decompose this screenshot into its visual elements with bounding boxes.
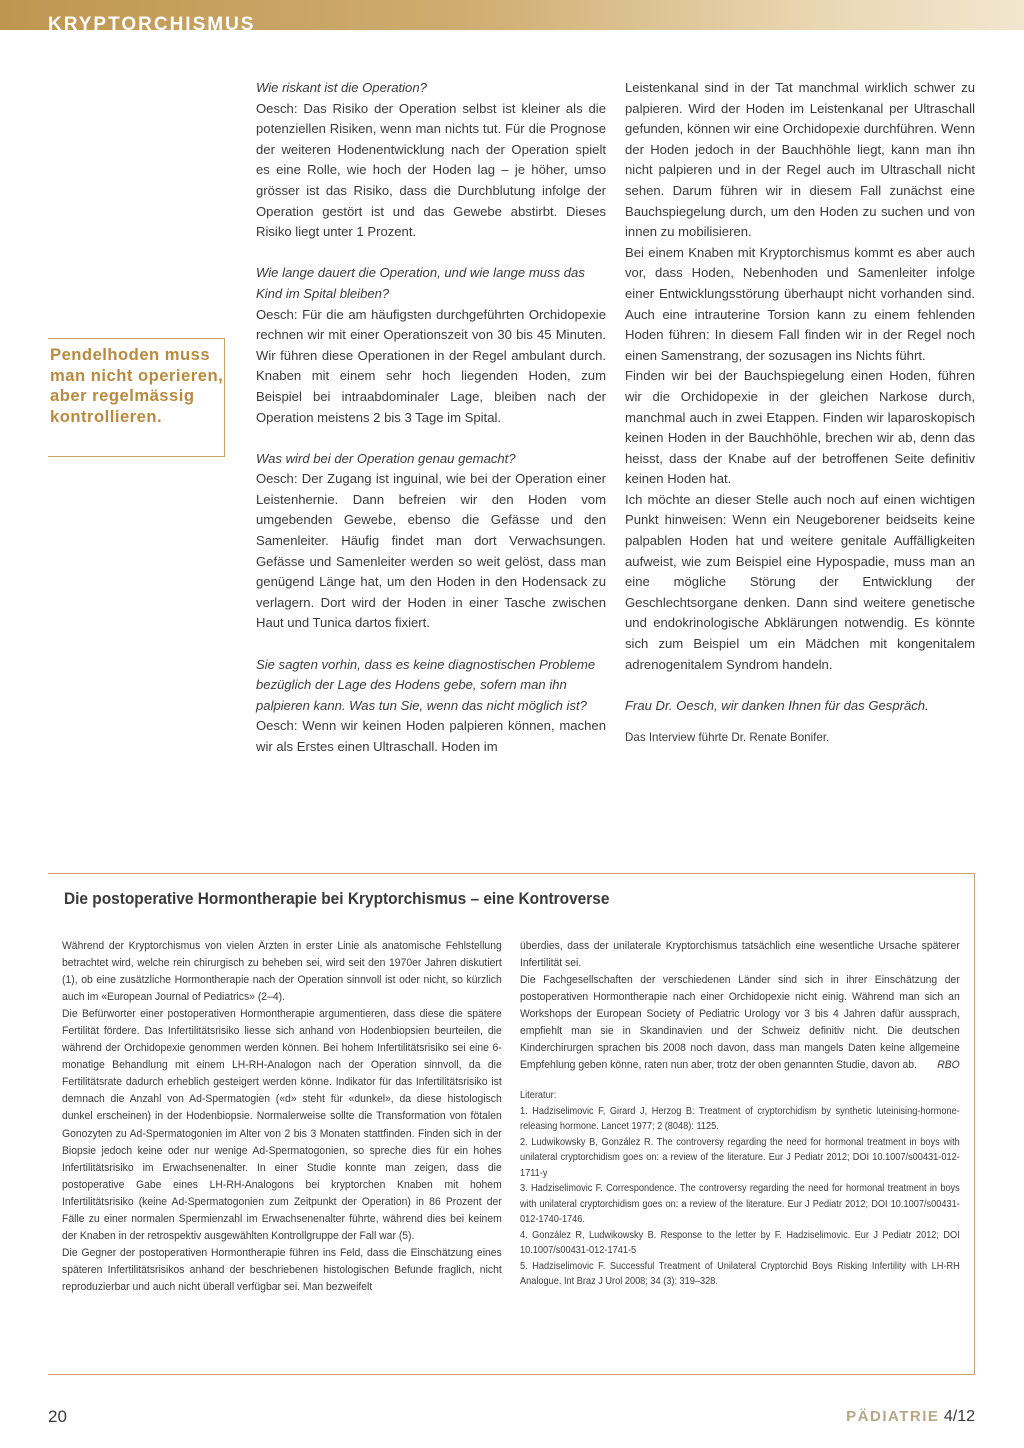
- section-title: KRYPTORCHISMUS: [48, 14, 256, 35]
- interview-column-2: [625, 78, 975, 746]
- answer: [256, 99, 606, 243]
- speaker: Oesch:: [256, 306, 298, 322]
- answer: [256, 305, 606, 429]
- answer-text: Der Zugang ist inguinal, wie bei der Operation einer Leistenhernie. Dann befreien wir den Hoden vom umgebenden Gewebe, ebenso die Gefässe und den Samenleiter. Häufig findet man dort Verwachsungen. Gefässe und Samenleiter werden so weit gelöst, dass man genügend Länge hat, um den Hoden in den Hodensack zu verlagern. Dort wird der Hoden in einer Tasche zwischen Haut und Tunica dartos fixiert.: [256, 471, 606, 631]
- paragraph: Während der Kryptorchismus von vielen Ärzten in erster Linie als anatomische Fehlstellung betrachtet wird, welche rein chirurgisch zu beheben sei, wird seit den 1970er Jahren diskutiert (1), ob eine zusätzliche Hormontherapie nach der Operation sinnvoll ist oder nicht, so kürzlich auch im «European Journal of Pediatrics» (2–4).: [62, 940, 502, 1004]
- page-number: 20: [48, 1407, 67, 1426]
- magazine-footer: [846, 1406, 975, 1428]
- magazine-name: PÄDIATRIE: [846, 1408, 940, 1425]
- answer: [256, 716, 606, 757]
- paragraph: Die Gegner der postoperativen Hormontherapie führen ins Feld, dass die Einschätzung eines späteren Infertilitätsrisikos anhand der beschriebenen histologischen Befunde fraglich, nicht reproduzierbar und auch nicht überall verfügbar sei. Man bezweifelt: [62, 1246, 502, 1293]
- pullquote-text: Pendelhoden muss man nicht operieren, aber regelmässig kontrollieren.: [50, 345, 224, 426]
- question: Sie sagten vorhin, dass es keine diagnostischen Probleme bezüglich der Lage des Hodens gebe, sofern man ihn palpieren kann. Was tun Sie, wenn das nicht möglich ist?: [256, 656, 596, 713]
- question: Wie lange dauert die Operation, und wie lange muss das Kind im Spital bleiben?: [256, 265, 585, 301]
- reference: 4. González R, Ludwikowsky B. Response to the letter by F. Hadziselimovic. Eur J Pediatr 2012; DOI 10.1007/s00431-012-1741-5: [520, 1229, 960, 1257]
- info-box: [48, 873, 975, 1375]
- paragraph: Finden wir bei der Bauchspiegelung einen Hoden, führen wir die Orchidopexie in der gleichen Narkose durch, manchmal auch in zwei Etappen. Finden wir laparoskopisch keinen Hoden in der Bauchhöhle, brechen wir ab, denn das heisst, dass der Knabe auf der betroffenen Seite definitiv keinen Hoden hat.: [625, 368, 975, 487]
- pullquote: [48, 338, 225, 457]
- box-column-2: [520, 938, 960, 1290]
- paragraph: Ich möchte an dieser Stelle auch noch auf einen wichtigen Punkt hinweisen: Wenn ein Neugeborener beidseits keine palpablen Hoden hat und weitere genitale Auffälligkeiten aufweist, wie zum Beispiel eine Hypospadie, muss man an eine mögliche Störung der Entwicklung der Geschlechtsorgane denken. Dann sind weitere genetische und endokrinologische Abklärungen notwendig. Es könnte sich zum Beispiel um ein Mädchen mit kongenitalem adrenogenitalem Syndrom handeln.: [625, 491, 975, 672]
- speaker: Oesch:: [256, 100, 298, 116]
- answer-text: Wenn wir keinen Hoden palpieren können, machen wir als Erstes einen Ultraschall. Hoden im: [256, 718, 606, 754]
- answer: [256, 469, 606, 634]
- box-column-1: [62, 938, 502, 1296]
- paragraph: Leistenkanal sind in der Tat manchmal wirklich schwer zu palpieren. Wird der Hoden im Leistenkanal per Ultraschall gefunden, können wir eine Orchidopexie durchführen. Wenn der Hoden jedoch in der Bauchhöhle liegt, kann man ihn nicht palpieren und in der Regel auch im Ultraschall nicht sehen. Darum führen wir in diesem Fall zunächst eine Bauchspiegelung durch, um den Hoden zu suchen und von innen zu mobilisieren.: [625, 80, 975, 240]
- speaker: Oesch:: [256, 471, 298, 487]
- answer-text: Für die am häufigsten durchgeführten Orchidopexie rechnen wir mit einer Operationszeit von 30 bis 45 Minuten. Wir führen diese Operationen in der Regel ambulant durch. Knaben mit einem sehr hoch liegenden Hoden, zum Beispiel bei intraabdominaler Lage, bleiben nach der Operation meistens 2 bis 3 Tage im Spital.: [256, 306, 606, 425]
- speaker: Oesch:: [256, 718, 298, 734]
- paragraph: [520, 972, 960, 1074]
- literature-label: Literatur:: [520, 1090, 557, 1102]
- interview-credit: Das Interview führte Dr. Renate Bonifer.: [625, 731, 830, 745]
- answer-text: Das Risiko der Operation selbst ist kleiner als die potenziellen Risiken, wenn man nichts tut. Für die Prognose der weiteren Hodenentwicklung nach der Operation spielt es eine Rolle, wie hoch der Hoden lag – je höher, umso grösser ist das Risiko, dass die Durchblutung infolge der Operation gestört ist und das Gewebe abstirbt. Dieses Risiko liegt unter 1 Prozent.: [256, 100, 606, 240]
- box-title: Die postoperative Hormontherapie bei Kryptorchismus – eine Kontroverse: [64, 889, 610, 908]
- issue-number: 4/12: [943, 1408, 975, 1425]
- question: Was wird bei der Operation genau gemacht?: [256, 450, 516, 466]
- interview-column-1: [256, 78, 606, 758]
- closing-line: Frau Dr. Oesch, wir danken Ihnen für das Gespräch.: [625, 697, 929, 713]
- paragraph: Die Befürworter einer postoperativen Hormontherapie argumentieren, dass diese die spätere Fertilität fördere. Das Infertilitätsrisiko liesse sich anhand von Hodenbiopsien beurteilen, die während der Orchidopexie genommen werden können. Bei hohem Infertilitätsrisiko sei eine 6-monatige Behandlung mit einem LH-RH-Analogon nach der Operation sinnvoll, da die Fertilitätsrate dadurch erheblich gesteigert werden könne. Indikator für das Infertilitätsrisiko ist demnach die Anzahl von Ad-Spermatogien («d» steht für «dunkel», da diese histologisch dunkel erscheinen) in der Hodenbiopsie. Normalerweise sollte die Transformation von fötalen Gonozyten zu Ad-Spermatogonien im Alter von 2 bis 3 Monaten stattfinden. Finden sich in der Biopsie jedoch keine oder nur wenige Ad-Spermatogonien, so spreche dies für ein hohes Infertilitätsrisiko im Erwachsenenalter. In einer Studie konnte man zeigen, dass die postoperative Gabe eines LH-RH-Analogons bei kryptorchen Knaben mit hohem Infertilitätsrisiko (keine Ad-Spermatogonien zum Zeitpunkt der Operation) in 86 Prozent der Fälle zu einer normalen Spermienzahl im Erwachsenenalter führte, während dies bei keinem der Knaben in der retrospektiv ausgewählten Kontrollgruppe der Fall war (5).: [62, 1008, 502, 1242]
- paragraph: Bei einem Knaben mit Kryptorchismus kommt es aber auch vor, dass Hoden, Nebenhoden und Samenleiter infolge einer Entwicklungsstörung überhaupt nicht vorhanden sind. Auch eine intrauterine Torsion kann zu einem fehlenden Hoden führen: In diesem Fall finden wir in der Regel noch einen Samenstrang, der sozusagen ins Nichts führt.: [625, 244, 975, 363]
- reference: 2. Ludwikowsky B, González R. The controversy regarding the need for hormonal treatment in boys with unilateral cryptorchidism goes on: a review of the literature. Eur J Pediatr 2012; DOI 10.1007/s00431-012-1711-y: [520, 1136, 960, 1179]
- author-signature: RBO: [937, 1059, 960, 1072]
- paragraph: überdies, dass der unilaterale Kryptorchismus tatsächlich eine wesentliche Ursache späterer Infertilität sei.: [520, 940, 960, 970]
- reference: 5. Hadziselimovic F. Successful Treatment of Unilateral Cryptorchid Boys Risking Infertility with LH-RH Analogue. Int Braz J Urol 2008; 34 (3): 319–328.: [520, 1260, 960, 1288]
- paragraph-text: Die Fachgesellschaften der verschiedenen Länder sind sich in ihrer Einschätzung der postoperativen Hormontherapie nach einer Orchidopexie nicht einig. Während man sich an Workshops der European Society of Pediatric Urology vor 3 bis 4 Jahren dafür aussprach, empfiehlt man sie in Skandinavien und der Schweiz definitiv nicht. Die deutschen Kinderchirurgen sprachen bis 2008 noch davon, dass man mangels Daten keine allgemeine Empfehlung geben könne, raten nun aber, trotz der oben genannten Studie, davon ab.: [520, 974, 960, 1072]
- reference: 1. Hadziselimovic F, Girard J, Herzog B: Treatment of cryptorchidism by synthetic luteinising-hormone-releasing hormone. Lancet 1977; 2 (8048): 1125.: [520, 1105, 960, 1133]
- question: Wie riskant ist die Operation?: [256, 80, 427, 95]
- literature: [520, 1088, 960, 1290]
- reference: 3. Hadziselimovic F. Correspondence. The controversy regarding the need for hormonal treatment in boys with unilateral cryptorchidism goes on: a review of the literature. Eur J Pediatr 2012; DOI 10.1007/s00431-012-1740-1746.: [520, 1183, 960, 1226]
